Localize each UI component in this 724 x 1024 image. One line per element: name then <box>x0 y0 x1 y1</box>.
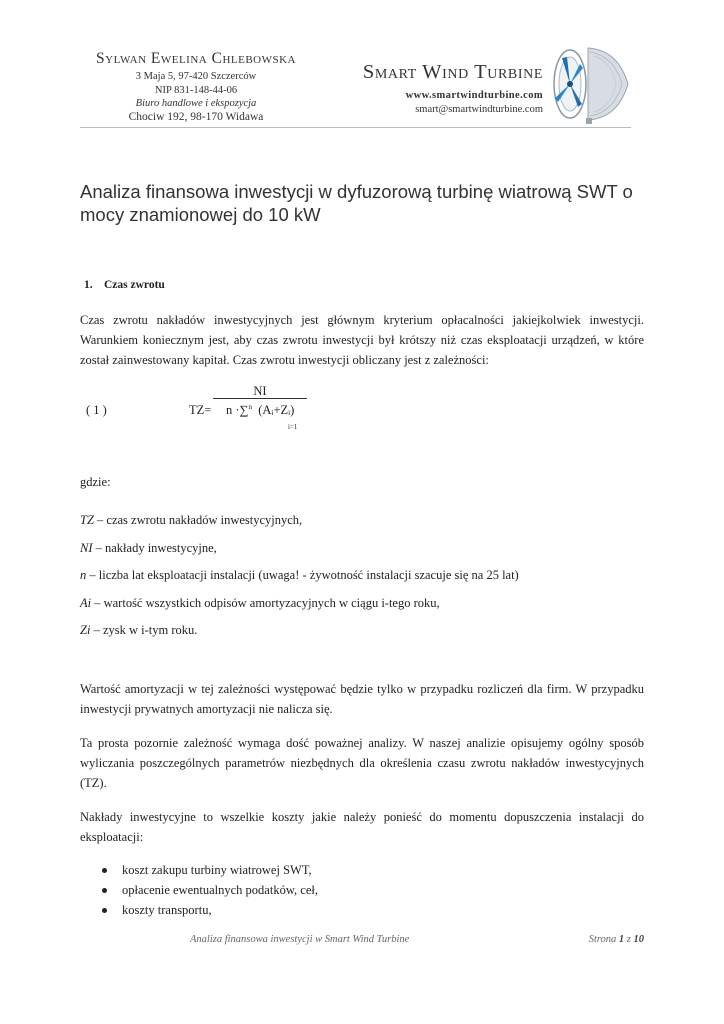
definition-symbol: n <box>80 568 87 583</box>
office-label: Biuro handlowe i ekspozycja <box>135 98 257 109</box>
list-item: koszt zakupu turbiny wiatrowej SWT, <box>80 860 640 880</box>
analysis-paragraph: Ta prosta pozornie zależność wymaga dość poważnej analizy. W naszej analizie opisujemy ogólny sposób wyliczania poszczególnych parametrów niezbędnych dla określenia czasu zwrotu nakładów inwestycyjnych (TZ). <box>80 736 644 790</box>
company-address: 3 Maja 5, 97-420 Szczerców <box>135 71 257 82</box>
wind-turbine-icon <box>548 44 632 124</box>
definition-item <box>80 565 644 585</box>
definition-symbol: Ai <box>80 595 92 610</box>
formula-numerator: NI <box>213 384 307 399</box>
section-title: Czas zwrotu <box>104 279 165 291</box>
formula-sum-upper: n <box>248 403 252 411</box>
definition-text: – nakłady inwestycyjne, <box>92 540 217 555</box>
cost-items-list <box>80 860 640 920</box>
page-number <box>589 934 644 945</box>
definition-text: – czas zwrotu nakładów inwestycyjnych, <box>93 513 303 527</box>
definition-text: – wartość wszystkich odpisów amortyzacyjnych w ciągu i-tego roku, <box>91 595 440 610</box>
formula-sum-lower: i=1 <box>288 423 298 431</box>
page-current: 1 <box>618 934 625 945</box>
formula-terms: (Aᵢ+Zᵢ) <box>258 403 295 418</box>
company-name: Sylwan Ewelina Chlebowska <box>96 50 296 67</box>
page-label: Strona <box>588 934 617 945</box>
page-separator: z <box>626 934 631 945</box>
definition-item <box>80 593 644 613</box>
document-title: Analiza finansowa inwestycji w dyfuzorową turbinę wiatrową SWT o mocy znamionowej do 10 kW <box>80 181 633 225</box>
definition-symbol: TZ <box>80 513 94 527</box>
investment-costs-paragraph: Nakłady inwestycyjne to wszelkie koszty jakie należy ponieść do momentu dopuszczenia instalacji do eksploatacji: <box>80 810 644 844</box>
list-item: koszty transportu, <box>80 900 640 920</box>
company-info <box>80 50 312 124</box>
definitions-list <box>80 510 644 648</box>
office-address: Chociw 192, 98-170 Widawa <box>128 110 264 123</box>
definition-item <box>80 538 644 558</box>
formula-lhs: TZ= <box>189 403 212 417</box>
company-nip: NIP 831-148-44-06 <box>154 84 238 96</box>
formula-n: n <box>226 403 233 418</box>
amortization-paragraph: Wartość amortyzacji w tej zależności występować będzie tylko w przypadku rozliczeń dla firm. W przypadku inwestycji prywatnych amortyzacji nie nalicza się. <box>80 682 644 716</box>
definition-text: – zysk w i-tym roku. <box>90 623 198 638</box>
formula-sum-sign: ·∑ <box>235 403 249 418</box>
section-number: 1. <box>84 279 93 291</box>
footer-doc-title: Analiza finansowa inwestycji w Smart Wind Turbine <box>190 934 410 945</box>
definition-symbol: NI <box>80 540 93 555</box>
definition-text: – liczba lat eksploatacji instalacji (uwaga! - żywotność instalacji szacuje się na 25 lat) <box>86 568 519 583</box>
brand-info <box>338 60 543 115</box>
formula-denominator <box>226 403 294 418</box>
email-link[interactable]: smart@smartwindturbine.com <box>415 104 543 115</box>
definition-item <box>80 620 644 640</box>
list-item: opłacenie ewentualnych podatków, ceł, <box>80 880 640 900</box>
page-total: 10 <box>633 934 644 945</box>
section-heading <box>84 279 165 291</box>
where-label: gdzie: <box>80 475 111 489</box>
header-divider <box>80 127 631 128</box>
website-link[interactable]: www.smartwindturbine.com <box>405 90 543 101</box>
definition-item <box>80 510 644 530</box>
brand-name: Smart Wind Turbine <box>362 61 543 83</box>
intro-paragraph: Czas zwrotu nakładów inwestycyjnych jest głównym kryterium opłacalności jakiejkolwiek inwestycji. Warunkiem koniecznym jest, aby czas zwrotu inwestycji był krótszy niż czas eksploatacji urządzeń, w które został zainwestowany kapitał. Czas zwrotu inwestycji obliczany jest z zależności: <box>80 313 644 367</box>
formula-label: ( 1 ) <box>86 403 107 417</box>
definition-symbol: Zi <box>80 623 91 638</box>
